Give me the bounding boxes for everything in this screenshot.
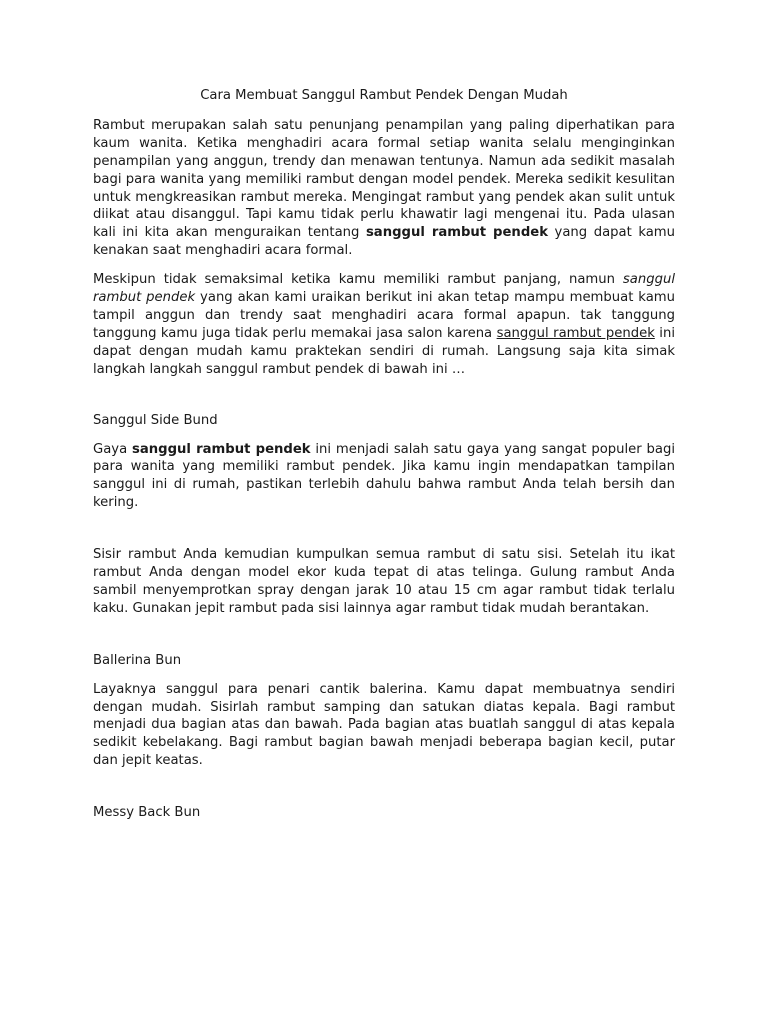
text-run: ini menjadi salah satu gaya yang sangat populer bagi para wanita yang memiliki rambut pendek. Jika kamu ingin mendapatkan tampilan sanggul ini di rumah, pastikan terlebih dahulu bahwa rambut Anda telah bersih dan kering. xyxy=(93,441,675,511)
italic-keyword: sanggul rambut pendek xyxy=(93,272,675,306)
blank-line xyxy=(93,390,675,412)
underlined-keyword: sanggul rambut pendek xyxy=(496,325,655,341)
text-run: yang dapat kamu kenakan saat menghadiri acara formal. xyxy=(93,225,676,259)
blank-line xyxy=(93,629,675,652)
section-side-bund-paragraph-2: Sisir rambut Anda kemudian kumpulkan semua rambut di satu sisi. Setelah itu ikat rambut Anda dengan model ekor kuda tepat di atas telinga. Gulung rambut Anda sambil menyemprotkan spray dengan jarak 10 atau 15 cm agar rambut tidak terlalu kaku. Gunakan jepit rambut pada sisi lainnya agar rambut tidak mudah berantakan. xyxy=(93,547,675,616)
section-heading-side-bund: Sanggul Side Bund xyxy=(93,412,218,428)
intro-paragraph-1 xyxy=(93,117,675,260)
blank-line xyxy=(93,523,675,546)
blank-line xyxy=(93,781,675,804)
text-run: ini dapat dengan mudah kamu praktekan sendiri di rumah. Langsung saja kita simak langkah langkah sanggul rambut pendek di bawah ini … xyxy=(93,325,675,377)
section-heading-ballerina-bun: Ballerina Bun xyxy=(93,652,182,668)
text-run: yang akan kami uraikan berikut ini akan tetap mampu membuat kamu tampil anggun dan trendy saat menghadiri acara formal apapun. tak tanggung tanggung kamu juga tidak perlu memakai jasa salon karena xyxy=(93,290,675,341)
bold-keyword: sanggul rambut pendek xyxy=(132,441,311,457)
bold-keyword: sanggul rambut pendek xyxy=(365,225,548,241)
text-run: Rambut merupakan salah satu penunjang penampilan yang paling diperhatikan para kaum wanita. Ketika menghadiri acara formal setiap wanita selalu menginginkan penampilan yang anggun, trendy dan menawan tentunya. Namun ada sedikit masalah bagi para wanita yang memiliki rambut dengan model pendek. Mereka sedikit kesulitan untuk mengkreasikan rambut mereka. Mengingat rambut yang pendek akan sulit untuk diikat atau disanggul. Tapi kamu tidak perlu khawatir lagi mengenai itu. Pada ulasan kali ini kita akan menguraikan tentang xyxy=(93,117,675,241)
section-ballerina-bun-paragraph-1: Layaknya sanggul para penari cantik balerina. Kamu dapat membuatnya sendiri dengan mudah. Sisirlah rambut samping dan satukan diatas kepala. Bagi rambut menjadi dua bagian atas dan bawah. Pada bagian atas buatlah sanggul di atas kepala sedikit kebelakang. Bagi rambut bagian bawah menjadi beberapa bagian kecil, putar dan jepit keatas. xyxy=(93,681,675,769)
section-side-bund-paragraph-1 xyxy=(93,441,675,513)
document-title: Cara Membuat Sanggul Rambut Pendek Dengan Mudah xyxy=(200,88,568,103)
intro-paragraph-2 xyxy=(93,271,675,378)
document-page xyxy=(93,87,675,833)
text-run: Gaya xyxy=(93,441,133,457)
section-heading-messy-back-bun: Messy Back Bun xyxy=(93,805,201,821)
text-run: Meskipun tidak semaksimal ketika kamu memiliki rambut panjang, namun xyxy=(93,272,623,288)
